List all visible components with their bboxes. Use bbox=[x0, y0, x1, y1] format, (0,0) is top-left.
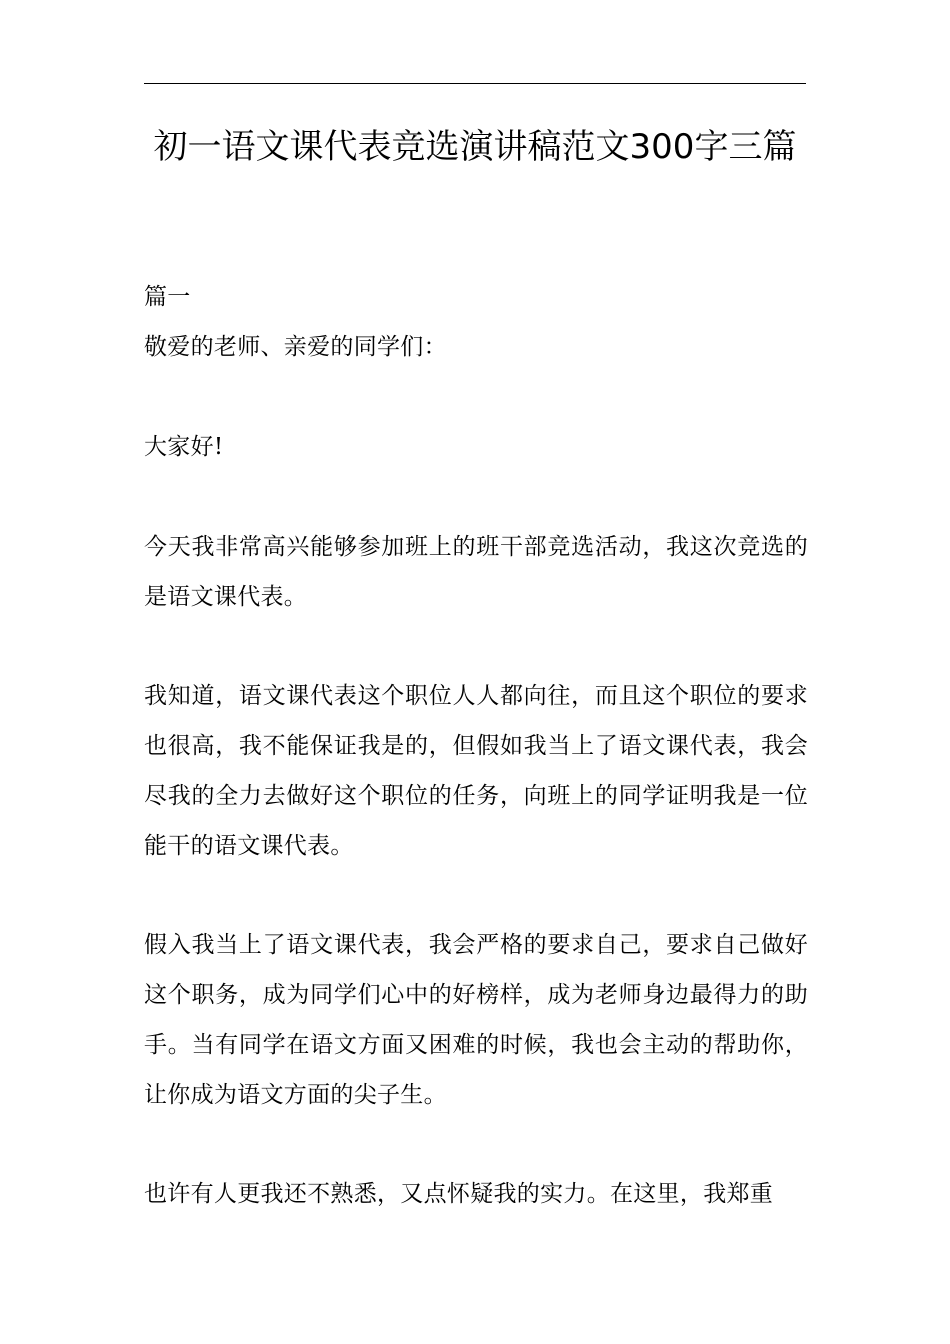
greeting: 大家好! bbox=[144, 434, 224, 460]
paragraph-commitment: 假入我当上了语文课代表，我会严格的要求自己，要求自己做好这个职务，成为同学们心中的好榜样，成为老师身边最得力的助手。当有同学在语文方面又困难的时候，我也会主动的帮助你，让你成为语文方面的尖子生。 bbox=[144, 932, 808, 1108]
paragraph-intro: 今天我非常高兴能够参加班上的班干部竞选活动，我这次竞选的是语文课代表。 bbox=[144, 534, 808, 610]
section-label: 篇一 bbox=[144, 284, 191, 310]
header-rule bbox=[144, 83, 806, 84]
salutation: 敬爱的老师、亲爱的同学们： bbox=[144, 334, 447, 360]
paragraph-closing: 也许有人更我还不熟悉，又点怀疑我的实力。在这里，我郑重 bbox=[144, 1181, 774, 1207]
document-title: 初一语文课代表竞选演讲稿范文300字三篇 bbox=[153, 127, 797, 167]
paragraph-position: 我知道，语文课代表这个职位人人都向往，而且这个职位的要求也很高，我不能保证我是的，但假如我当上了语文课代表，我会尽我的全力去做好这个职位的任务，向班上的同学证明我是一位能干的语文课代表。 bbox=[144, 683, 808, 859]
